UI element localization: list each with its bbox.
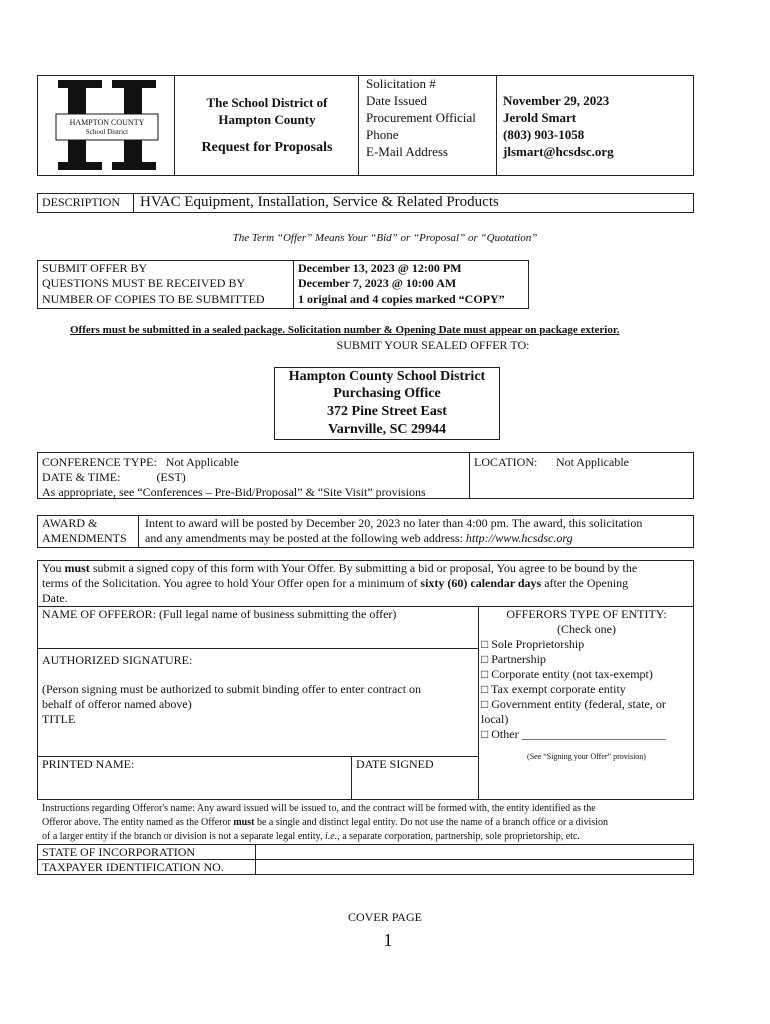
field-value-procurement: Jerold Smart [503,110,577,125]
logo-text-1: HAMPTON COUNTY [69,118,145,127]
field-value-date-issued: November 29, 2023 [503,93,610,108]
field-value-phone: (803) 903-1058 [503,127,585,142]
tin-field[interactable] [256,860,693,874]
entity-subtitle: (Check one) [557,622,616,636]
entity-option[interactable]: □ Sole Proprietorship [481,637,585,651]
signature-note-1: (Person signing must be authorized to submit binding offer to enter contract on [42,682,422,696]
field-label-phone: Phone [366,127,399,142]
signature-label: AUTHORIZED SIGNATURE: [42,653,193,667]
address-line3: 372 Pine Street East [327,404,447,419]
field-value-email: jlsmart@hcsdsc.org [503,144,614,159]
submit-value-offer-by: December 13, 2023 @ 12:00 PM [298,261,462,275]
entity-option-continued: local) [481,712,509,726]
district-logo [52,78,162,172]
instr-3c: , a separate corporation, partnership, sole proprietorship, etc. [337,831,580,842]
description-value: HVAC Equipment, Installation, Service & Related Products [140,194,499,210]
field-label-solicitation: Solicitation # [366,76,436,91]
entity-option[interactable]: □ Government entity (federal, state, or [481,697,666,711]
award-label-2: AMENDMENTS [42,531,127,545]
intro-1c: submit a signed copy of this form with Your Offer. By submitting a bid or proposal, You agree to be bound by the [89,561,638,575]
award-label-1: AWARD & [42,516,98,530]
instr-3a: of a larger entity if the branch or division is not a separate legal entity, [42,831,325,842]
logo-text-2: School District [85,128,129,136]
submit-label-copies: NUMBER OF COPIES TO BE SUBMITTED [42,292,265,306]
entity-option[interactable]: □ Partnership [481,652,546,666]
page-number: 1 [383,930,393,950]
conference-datetime: DATE & TIME: (EST) [42,470,186,484]
offeror-name-field[interactable] [38,622,477,648]
instr-2b: must [233,817,255,828]
submit-label-offer-by: SUBMIT OFFER BY [42,261,148,275]
title-field[interactable] [38,727,477,755]
location-label: LOCATION: [474,455,538,469]
description-label: DESCRIPTION [42,195,121,209]
conference-note: As appropriate, see “Conferences – Pre-Bid/Proposal” & “Site Visit” provisions [42,485,426,499]
entity-option-other[interactable]: □ Other ________________________ [481,727,666,741]
instructions-line-2 [42,817,608,828]
location-value: Not Applicable [556,455,629,469]
doc-title: Request for Proposals [201,140,333,155]
header-divider-2 [358,75,359,176]
description-divider [133,193,134,213]
entity-option[interactable]: □ Corporate entity (not tax-exempt) [481,667,653,681]
signature-note-2: behalf of offeror named above) [42,697,192,711]
sealed-notice: Offers must be submitted in a sealed package. Solicitation number & Opening Date must appear on package exterior. [70,324,620,336]
offeror-intro-3: Date. [42,591,68,605]
conference-divider [469,452,470,499]
state-incorporation-field[interactable] [256,845,693,859]
instr-2a: Offeror above. The entity named as the Offeror [42,817,234,828]
signature-field[interactable] [38,668,477,682]
field-label-email: E-Mail Address [366,144,448,159]
cover-page-label: COVER PAGE [348,910,422,924]
submit-label-questions: QUESTIONS MUST BE RECEIVED BY [42,276,246,290]
entity-option[interactable]: □ Tax exempt corporate entity [481,682,626,696]
intro-2a: terms of the Solicitation. You agree to hold Your Offer open for a minimum of [42,576,421,590]
award-text-1: Intent to award will be posted by December 20, 2023 no later than 4:00 pm. The award, this solicitation [145,516,643,530]
district-line1: The School District of [206,95,328,110]
intro-2b: sixty (60) calendar days [420,576,542,590]
award-divider [138,515,139,548]
award-text-2-main: and any amendments may be posted at the following web address: [145,531,463,545]
intro-2c: after the Opening [541,576,629,590]
offeror-intro-1 [42,561,637,576]
name-rule [37,648,479,649]
state-incorporation-label: STATE OF INCORPORATION [42,845,196,859]
field-label-procurement: Procurement Official [366,110,476,125]
instr-3b: i.e. [324,831,338,842]
award-text-2 [145,531,573,546]
printed-name-field[interactable] [38,772,350,799]
instructions-line-1: Instructions regarding Offeror's name: Any award issued will be issued to, and the contract will be formed with, the entity identified as the [42,803,596,814]
header-divider-1 [174,75,175,176]
address-line2: Purchasing Office [333,386,441,401]
intro-1a: You [42,561,65,575]
submit-value-copies: 1 original and 4 copies marked “COPY” [298,292,505,306]
offer-term-note: The Term “Offer” Means Your “Bid” or “Proposal” or “Quotation” [232,232,538,244]
submit-value-questions: December 7, 2023 @ 10:00 AM [298,276,457,290]
award-url[interactable]: http://www.hcsdsc.org [465,531,573,545]
address-line1: Hampton County School District [288,369,486,384]
address-line4: Varnville, SC 29944 [327,422,447,437]
field-label-date-issued: Date Issued [366,93,428,108]
submit-to-label: SUBMIT YOUR SEALED OFFER TO: [336,338,530,352]
tin-label: TAXPAYER IDENTIFICATION NO. [42,860,224,874]
header-divider-3 [496,75,497,176]
instr-2c: be a single and distinct legal entity. Do not use the name of a branch office or a division [254,817,608,828]
offeror-name-label: NAME OF OFFEROR: (Full legal name of business submitting the offer) [42,607,397,621]
submit-divider [293,260,294,309]
entity-note: (See “Signing your Offer” provision) [527,752,646,761]
date-signed-label: DATE SIGNED [356,757,434,771]
date-signed-field[interactable] [352,772,477,799]
instructions-line-3 [42,831,580,842]
offeror-intro-2 [42,576,628,591]
conference-type: CONFERENCE TYPE: Not Applicable [42,455,239,469]
intro-1b: must [64,561,90,575]
entity-title: OFFERORS TYPE OF ENTITY: [506,607,667,621]
district-line2: Hampton County [218,112,316,127]
title-label: TITLE [42,712,76,726]
printed-name-label: PRINTED NAME: [42,757,135,771]
